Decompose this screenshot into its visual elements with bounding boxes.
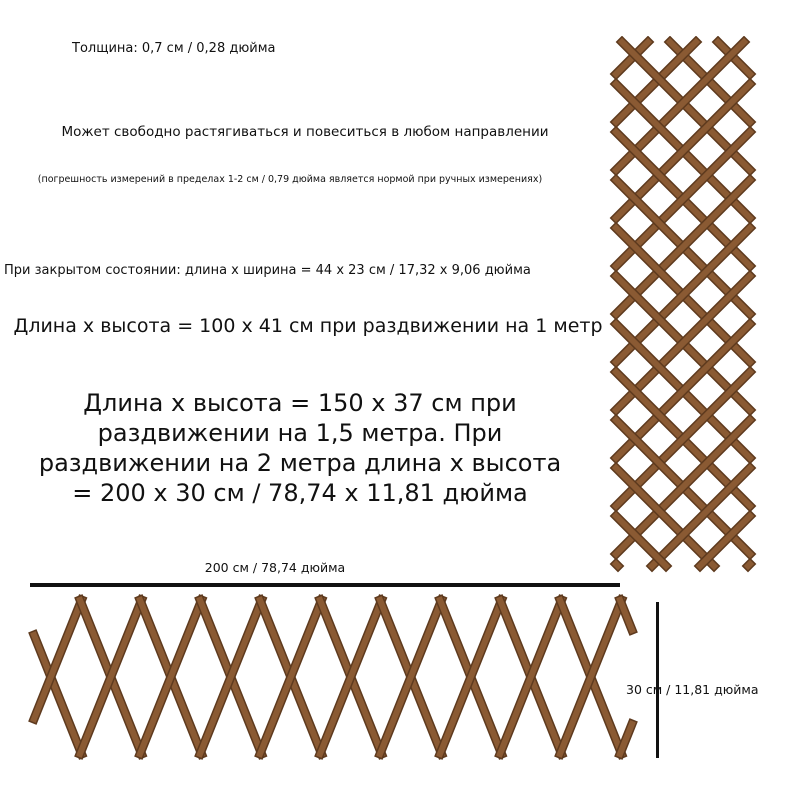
- size-1m-text: Длина x высота = 100 x 41 см при раздвижении на 1 метр: [13, 315, 603, 337]
- tolerance-note: (погрешность измерений в пределах 1-2 см / 0,79 дюйма является нормой при ручных измерениях): [37, 174, 543, 185]
- thickness-text: Толщина: 0,7 см / 0,28 дюйма: [72, 41, 276, 56]
- lattice-slat: [748, 564, 750, 566]
- height-dimension-line: [656, 602, 659, 758]
- lattice-slat: [616, 564, 618, 566]
- stretch-text: Может свободно растягиваться и повеситься в любом направлении: [61, 124, 549, 140]
- width-dimension-line: [30, 583, 620, 587]
- size-1-5m-text: Длина x высота = 150 x 37 см при раздвижении на 1,5 метра. При раздвижении на 2 метра длина x высота = 200 x 30 см / 78,74 x 11,81 дюйма: [38, 389, 562, 507]
- closed-size-text: При закрытом состоянии: длина x ширина = 44 x 23 см / 17,32 x 9,06 дюйма: [4, 263, 531, 278]
- height-label: 30 см / 11,81 дюйма: [626, 682, 759, 697]
- horizontal-trellis-image: [20, 592, 650, 768]
- width-label: 200 см / 78,74 дюйма: [204, 560, 346, 575]
- vertical-trellis-image: [600, 36, 770, 576]
